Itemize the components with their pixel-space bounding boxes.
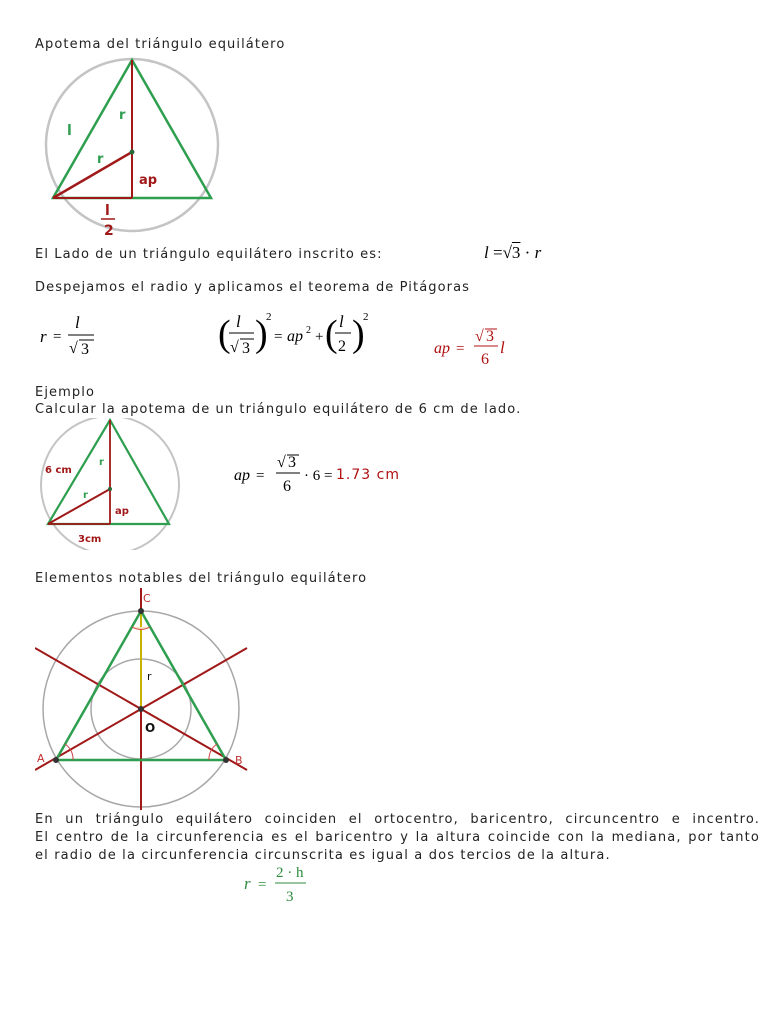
svg-text:=: = xyxy=(53,329,62,345)
svg-text:): ) xyxy=(255,313,268,355)
svg-text:3: 3 xyxy=(81,341,89,358)
svg-text:2: 2 xyxy=(338,338,346,355)
label-r-slant: r xyxy=(97,152,104,167)
conclusion-line-2: El centro de la circunferencia es el baricentro y la altura coincide con la mediana, por tanto xyxy=(35,830,760,845)
label-o: O xyxy=(145,721,156,735)
section-title-apotema: Apotema del triángulo equilátero xyxy=(35,37,286,52)
example-label-half: 3cm xyxy=(78,534,102,545)
example-label-r-slant: r xyxy=(83,490,88,501)
svg-text:+: + xyxy=(315,329,324,345)
formula-ap xyxy=(434,324,514,370)
svg-text:=: = xyxy=(274,329,283,345)
conclusion-line-3: el radio de la circunferencia circunscrita es igual a dos tercios de la altura. xyxy=(35,848,611,863)
svg-text:3: 3 xyxy=(242,340,250,357)
label-c: C xyxy=(143,592,151,605)
svg-text:ap: ap xyxy=(287,328,303,345)
vertex-c xyxy=(138,608,144,614)
center-o xyxy=(138,706,144,712)
vertex-a xyxy=(53,757,59,763)
svg-text:2: 2 xyxy=(266,311,272,323)
figure-notable xyxy=(35,588,255,813)
final-formula xyxy=(244,862,324,908)
side-formula-l: l xyxy=(484,243,489,262)
svg-text:l: l xyxy=(236,312,241,331)
svg-text:√: √ xyxy=(230,339,239,356)
center-point xyxy=(130,150,135,155)
svg-text:√: √ xyxy=(277,454,286,471)
svg-text:· 6 =: · 6 = xyxy=(304,468,333,484)
svg-text:=: = xyxy=(456,341,465,357)
side-sentence: El Lado de un triángulo equilátero inscrito es: xyxy=(35,247,383,262)
svg-text:√: √ xyxy=(69,340,78,357)
formula-pythagoras xyxy=(218,308,378,360)
svg-text:√: √ xyxy=(475,328,484,345)
svg-text:2: 2 xyxy=(363,311,369,323)
conclusion-line-1: En un triángulo equilátero coinciden el ortocentro, baricentro, circuncentro e incentro. xyxy=(35,812,760,827)
label-l: l xyxy=(67,123,72,139)
figure-apotema xyxy=(35,55,235,245)
side-formula: l =√3 · r xyxy=(484,243,542,262)
svg-text:3: 3 xyxy=(486,328,494,345)
pythagoras-sentence: Despejamos el radio y aplicamos el teorema de Pitágoras xyxy=(35,280,471,295)
label-b: B xyxy=(235,754,243,767)
svg-text:l: l xyxy=(75,313,80,332)
example-heading: Ejemplo xyxy=(35,385,96,400)
svg-text:(: ( xyxy=(325,313,338,355)
svg-text:l: l xyxy=(339,312,344,331)
label-half-num: l xyxy=(105,203,110,219)
formula-r xyxy=(38,312,108,360)
label-r-top: r xyxy=(119,108,126,123)
example-statement: Calcular la apotema de un triángulo equilátero de 6 cm de lado. xyxy=(35,402,522,417)
svg-text:=: = xyxy=(256,468,265,484)
svg-text:): ) xyxy=(352,313,365,355)
svg-text:l: l xyxy=(500,338,505,357)
svg-text:r: r xyxy=(40,327,47,346)
example-label-ap: ap xyxy=(115,506,129,517)
svg-text:6: 6 xyxy=(283,478,291,495)
svg-text:=: = xyxy=(258,877,267,893)
svg-text:2: 2 xyxy=(306,325,311,336)
svg-text:ap: ap xyxy=(434,340,450,357)
label-r: r xyxy=(147,670,152,683)
svg-text:r: r xyxy=(244,874,251,893)
svg-text:3: 3 xyxy=(286,889,294,905)
notable-title: Elementos notables del triángulo equilátero xyxy=(35,571,368,586)
example-result: 1.73 cm xyxy=(336,467,400,483)
svg-text:3: 3 xyxy=(288,454,296,471)
label-ap: ap xyxy=(139,173,158,188)
svg-text:ap: ap xyxy=(234,467,250,484)
example-label-side: 6 cm xyxy=(45,465,72,476)
example-label-r-top: r xyxy=(99,457,104,468)
svg-text:(: ( xyxy=(218,313,231,355)
label-half-den: 2 xyxy=(104,223,114,239)
svg-text:6: 6 xyxy=(481,351,489,368)
svg-text:2 · h: 2 · h xyxy=(276,865,304,881)
example-formula xyxy=(234,450,424,498)
vertex-b xyxy=(223,757,229,763)
figure-example xyxy=(38,418,188,550)
label-a: A xyxy=(37,752,45,765)
